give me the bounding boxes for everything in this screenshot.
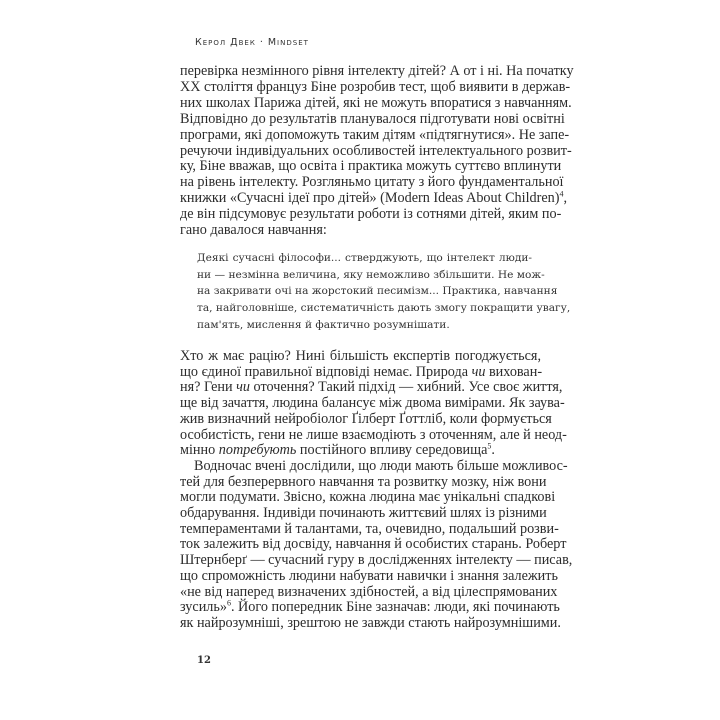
footnote-ref: 6 [226,598,231,608]
text-line: перевірка незмінного рівня інтелекту дітей? А от і ні. На початку [180,63,574,79]
text-line: де він підсумовує результати роботи із сотнями дітей, яким по- [180,206,562,223]
text-line [180,598,560,616]
text-line: Водночас вчені дослідили, що люди мають більше можливос- [194,457,568,474]
quote-line: пам'ять, мислення й фактично розумнішати. [197,318,450,331]
quote-line: ни — незмінна величина, яку неможливо збільшити. Не мож- [197,268,545,281]
text-line: особистість, гени не лише взаємодіють з оточенням, але й неод- [180,426,567,443]
text-segment: , [563,190,568,207]
text-segment: мінно [180,442,219,459]
text-line: Штернберґ — сучасний гуру в дослідженнях інтелекту — писав, [180,552,573,569]
text-segment: . [491,442,495,459]
running-header: Керол Двек · Mindset [195,37,309,48]
text-line: «не від наперед визначених здібностей, а від цілеспрямованих [180,583,558,600]
text-line: них школах Парижа дітей, які не можуть впоратися з навчанням. [180,94,572,111]
text-segment: зусиль» [180,599,227,616]
text-line: обдарування. Індивіди починають життєвий шлях із різними [180,505,547,521]
text-line: гано давалося навчання: [180,222,327,238]
text-line [180,189,568,207]
text-segment: оточення? Такий підхід — хибний. Усе своє життя, [250,379,563,396]
footnote-ref: 4 [559,189,564,199]
text-segment: книжки «Сучасні ідеї про дітей» (Modern Ideas About Children) [180,190,560,207]
emphasis: чи [471,363,486,380]
text-line: ще від зачаття, людина балансує між двома вимірами. Як заува- [180,395,565,412]
text-segment: . Його попередник Біне зазначав: люди, які починають [230,599,560,616]
text-line: темпераментами й талантами, та, очевидно, подальший розви- [180,520,559,537]
emphasis: чи [236,379,250,396]
text-line: тей для безперервного навчання та розвитку мозку, ніж вони [180,473,547,490]
text-segment: що єдиної правильної відповіді немає. Природа [180,363,472,380]
text-line: могли подумати. Звісно, кожна людина має унікальні спадкові [180,489,556,506]
text-line: речуючи індивідуальних особливостей інтелектуального розвит- [180,142,572,159]
text-line: ку, Біне вважав, що освіта і практика можуть суттєво вплинути [180,158,562,175]
emphasis: потребують [218,442,297,459]
text-line: на рівень інтелекту. Розгляньмо цитату з його фундаментальної [180,174,564,191]
text-line: що спроможність людини набувати навички і знання залежить [180,567,558,584]
text-line: ток залежить від досвіду, навчання й особистих старань. Роберт [180,536,567,553]
text-line: жив визначний нейробіолог Ґілберт Ґоттліб, коли формується [180,410,552,427]
text-line [180,443,541,459]
text-segment: ня? Гени [180,379,237,396]
page-number: 12 [197,655,211,666]
text-line [180,379,563,396]
text-segment: постійного впливу середовища [296,442,488,459]
footnote-ref: 5 [487,441,492,451]
quote-line: Деякі сучасні філософи... стверджують, що інтелект люди- [197,252,532,264]
quote-line: на закривати очі на жорстокий песимізм... Практика, навчання [197,285,558,298]
quote-line: та, найголовніше, систематичність дають змогу покращити увагу, [197,302,571,315]
text-segment: вихован- [485,363,543,380]
text-line: Відповідно до результатів планувалося підготувати нові освітні [180,110,565,127]
text-line: як найрозумніші, зрештою не завжди стають найрозумнішими. [180,614,561,631]
text-line: програми, які допоможуть таким дітям «підтягнутися». Не запе- [180,126,570,143]
text-line: XX століття француз Біне розробив тест, щоб виявити в держав- [180,78,571,95]
text-line [180,365,541,381]
text-line: Хто ж має рацію? Нині більшість експертів погоджується, [180,348,541,364]
